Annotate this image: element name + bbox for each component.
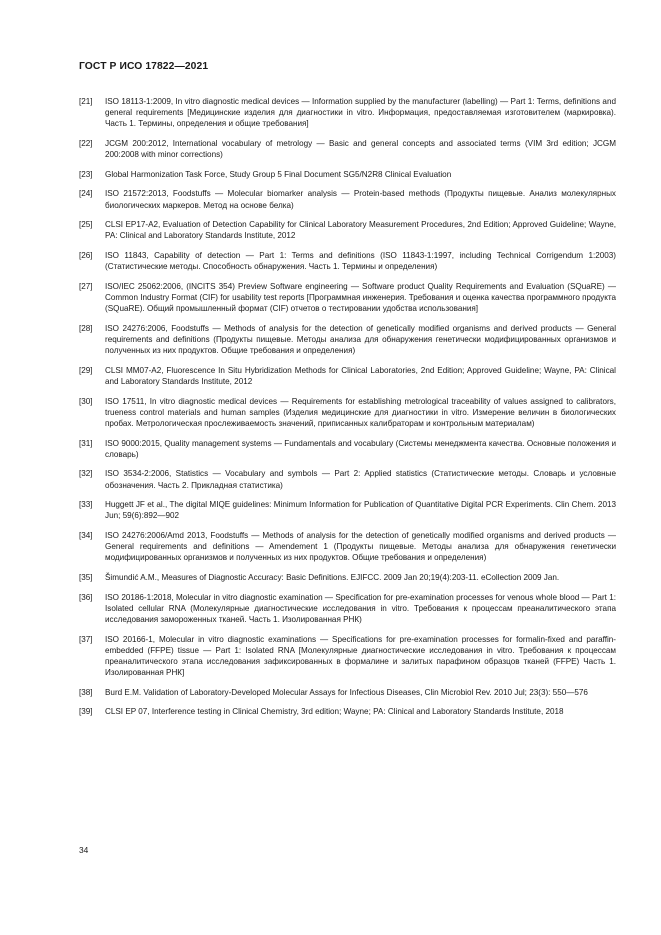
reference-number: [37] (79, 634, 93, 644)
reference-number: [34] (79, 530, 93, 540)
reference-number: [39] (79, 707, 93, 717)
reference-text: Huggett JF et al., The digital MIQE guidelines: Minimum Information for Publication of Quantitative Digital PCR Experiments. Clin Chem. 2013 Jun; 59(6):892—902 (105, 500, 616, 521)
reference-number: [30] (79, 396, 93, 406)
reference-text: ISO 20166-1, Molecular in vitro diagnostic examinations — Specifications for pre-examination processes for formalin-fixed and paraffin-embedded (FFPE) tissue — Part 1: Isolated RNA [Молекулярные диагностические исследования in vitro. Требования к процессам преаналитического этапа исследования зафиксированных в формалине и залитых парафином образцов тканей (FFPE) Часть 1. Изолированная РНК] (105, 634, 616, 678)
reference-text: CLSI MM07-A2, Fluorescence In Situ Hybridization Methods for Clinical Laboratories, 2nd Edition; Approved Guideline; Wayne, PA: Clinical and Laboratory Standards Institute, 2012 (105, 365, 616, 386)
reference-text: ISO/IEC 25062:2006, (INCITS 354) Preview Software engineering — Software product Quality Requirements and Evaluation (SQuaRE) — Common Industry Format (CIF) for usability test reports [Программная инженерия. Требования и оценка качества программного продукта (SQuaRE). Общий промышленный формат (CIF) отчетов о тестировании удобства использования] (105, 281, 616, 314)
reference-text: ISO 3534-2:2006, Statistics — Vocabulary and symbols — Part 2: Applied statistics (Статистические методы. Словарь и условные обозначения. Часть 2. Прикладная статистика) (105, 469, 616, 490)
reference-number: [28] (79, 323, 93, 333)
bibliography-entry (79, 138, 616, 160)
bibliography-entry (79, 169, 616, 180)
reference-text: JCGM 200:2012, International vocabulary of metrology — Basic and general concepts and associated terms (VIM 3rd edition; JCGM 200:2008 with minor corrections) (105, 139, 616, 160)
reference-text: CLSI EP 07, Interference testing in Clinical Chemistry, 3rd edition; Wayne; PA: Clinical and Laboratory Standards Institute, 2018 (105, 707, 564, 717)
reference-number: [22] (79, 139, 93, 148)
reference-number: [21] (79, 97, 93, 106)
bibliography-entry (79, 530, 616, 564)
reference-number: [33] (79, 500, 93, 510)
bibliography-entry (79, 438, 616, 460)
reference-text: Šimundić A.M., Measures of Diagnostic Accuracy: Basic Definitions. EJIFCC. 2009 Jan 20;19(4):203-11. eCollection 2009 Jan. (105, 572, 560, 582)
reference-text: Global Harmonization Task Force, Study Group 5 Final Document SG5/N2R8 Clinical Evaluation (105, 169, 452, 179)
bibliography-entry (79, 396, 616, 430)
page-number: 34 (79, 845, 89, 855)
reference-number: [31] (79, 438, 93, 448)
bibliography-entry (79, 499, 616, 521)
reference-text: ISO 9000:2015, Quality management systems — Fundamentals and vocabulary (Системы менеджмента качества. Основные положения и словарь) (105, 438, 616, 459)
bibliography-entry (79, 219, 616, 241)
reference-text: ISO 24276:2006, Foodstuffs — Methods of analysis for the detection of genetically modified organisms and derived products — General requirements and definitions (Продукты пищевые. Методы анализа для обнаружения генетически модифицированных организмов и полученных из них продуктов. Общие требования и определения) (105, 323, 616, 356)
reference-number: [29] (79, 365, 93, 375)
reference-number: [32] (79, 469, 93, 479)
bibliography-entry (79, 687, 616, 698)
reference-number: [25] (79, 220, 93, 230)
bibliography-list (79, 96, 616, 726)
reference-number: [27] (79, 281, 93, 291)
bibliography-entry (79, 96, 616, 130)
reference-text: ISO 18113-1:2009, In vitro diagnostic medical devices — Information supplied by the manufacturer (labelling) — Part 1: Terms, definitions and general requirements [Медицинские изделия для диагностики in vitro. Информация, предоставляемая изготовителем (маркировка). Часть 1. Термины, определения и общие требования] (105, 97, 616, 129)
reference-text: ISO 24276:2006/Amd 2013, Foodstuffs — Methods of analysis for the detection of genetically modified organisms and derived products — General requirements and definitions — Amendement 1 (Продукты пищевые. Методы анализа для обнаружения генетически модифицированных организмов и полученных из них продуктов. Общие требования и определения) (105, 530, 616, 563)
reference-number: [26] (79, 250, 93, 260)
bibliography-entry (79, 592, 616, 626)
bibliography-entry (79, 323, 616, 357)
reference-text: ISO 20186-1:2018, Molecular in vitro diagnostic examination — Specification for pre-examination processes for venous whole blood — Part 1: Isolated cellular RNA (Молекулярные диагностические исследования in vitro. Требования к процессам преаналитического этапа исследования замороженных тканей. Часть 1. Изолированная РНК) (105, 592, 616, 624)
reference-number: [23] (79, 169, 93, 179)
reference-text: ISO 11843, Capability of detection — Part 1: Terms and definitions (ISO 11843-1:1997, including Technical Corrigendum 1:2003) (Статистические методы. Способность обнаружения. Часть 1. Термины и определения) (105, 250, 616, 272)
reference-text: ISO 21572:2013, Foodstuffs — Molecular biomarker analysis — Protein-based methods (Продукты пищевые. Анализ молекулярных биологических маркеров. Метод на основе белка) (105, 189, 616, 210)
bibliography-entry (79, 281, 616, 315)
reference-text: Burd E.M. Validation of Laboratory-Developed Molecular Assays for Infectious Diseases, Clin Microbiol Rev. 2010 Jul; 23(3): 550—576 (105, 687, 588, 697)
bibliography-entry (79, 250, 616, 272)
bibliography-entry (79, 572, 616, 583)
reference-number: [38] (79, 687, 93, 697)
reference-number: [36] (79, 592, 93, 602)
bibliography-entry (79, 188, 616, 210)
bibliography-entry (79, 634, 616, 679)
reference-number: [35] (79, 572, 93, 582)
bibliography-entry (79, 468, 616, 490)
standard-designation: ГОСТ Р ИСО 17822—2021 (79, 61, 209, 72)
reference-text: CLSI EP17-A2, Evaluation of Detection Capability for Clinical Laboratory Measurement Procedures, 2nd Edition; Approved Guideline; Wayne, PA: Clinical and Laboratory Standards Institute, 2012 (105, 220, 616, 241)
reference-text: ISO 17511, In vitro diagnostic medical devices — Requirements for establishing metrological traceability of values assigned to calibrators, trueness control materials and human samples (Изделия медицинские для диагностики in vitro. Измерение величин в биологических пробах. Метрологическая прослеживаемость значений, приписанных калибраторам и контрольным материалам) (105, 396, 616, 428)
reference-number: [24] (79, 189, 93, 199)
bibliography-entry (79, 706, 616, 717)
bibliography-entry (79, 365, 616, 387)
